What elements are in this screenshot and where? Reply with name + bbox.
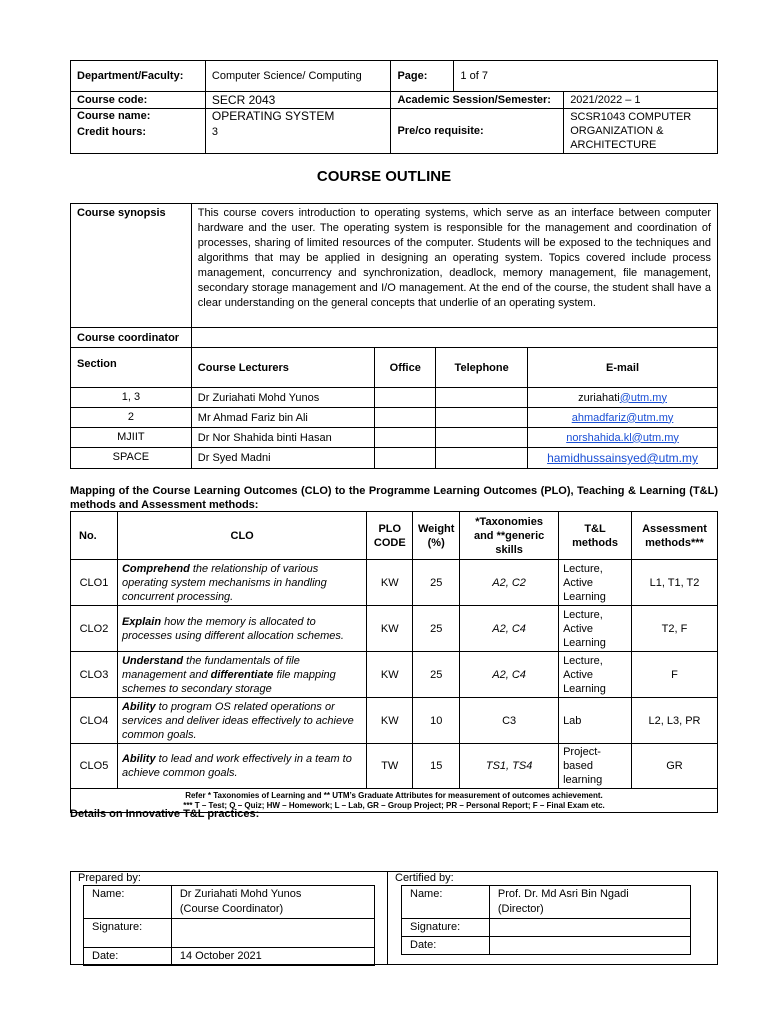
email-user: zuriahati xyxy=(578,391,620,404)
section-header: Section xyxy=(71,348,192,388)
office-cell xyxy=(375,428,436,448)
assessment-value: T2, F xyxy=(631,606,717,652)
telephone-header: Telephone xyxy=(436,348,528,388)
course-info-table xyxy=(70,203,718,469)
lecturer-name: Mr Ahmad Fariz bin Ali xyxy=(191,408,374,428)
taxonomy-value: C3 xyxy=(460,698,559,744)
table-row xyxy=(71,560,718,606)
table-row xyxy=(71,698,718,744)
weight-value: 10 xyxy=(413,698,460,744)
prepared-signature xyxy=(171,919,374,948)
course-name-label: Course name: xyxy=(71,109,206,125)
no-header: No. xyxy=(71,512,118,560)
credit-hours-label: Credit hours: xyxy=(71,125,206,154)
plo-code: KW xyxy=(367,652,413,698)
prepared-signature-label: Signature: xyxy=(84,919,172,948)
assessment-value: L1, T1, T2 xyxy=(631,560,717,606)
section-cell: 2 xyxy=(71,408,192,428)
course-name-value: OPERATING SYSTEM xyxy=(205,109,391,125)
email-link[interactable]: @utm.my xyxy=(619,391,667,404)
synopsis-text: This course covers introduction to operating systems, which serve as an interface between computer hardware and the user. The operating system is responsible for the management and coordination of processes, sharing of limited resources of the computer. Students will be exposed to the techniques and algorithms that may be applied in designing an operating system. Topics covered include process management, concurrency and synchronization, deadlock, memory management, file management, secondary storage management and I/O management. At the end of the course, the student shall have a clear understanding on the general concepts that underlie of an operating system. xyxy=(191,204,717,328)
clo-no: CLO3 xyxy=(71,652,118,698)
table-row xyxy=(71,652,718,698)
prepared-table xyxy=(83,885,375,966)
clo-no: CLO2 xyxy=(71,606,118,652)
section-cell: MJIIT xyxy=(71,428,192,448)
course-code-label: Course code: xyxy=(71,92,206,109)
office-cell xyxy=(375,388,436,408)
telephone-cell xyxy=(436,388,528,408)
clo-text: Ability to program OS related operations or services and deliver ideas effectively to achieve common goals. xyxy=(117,698,366,744)
certified-table xyxy=(401,885,691,955)
session-value: 2021/2022 – 1 xyxy=(564,92,718,109)
tl-method: Lecture, Active Learning xyxy=(559,560,632,606)
dept-value: Computer Science/ Computing xyxy=(205,61,391,92)
email-link[interactable]: norshahida.kl@utm.my xyxy=(566,431,679,444)
clo-no: CLO5 xyxy=(71,744,118,789)
lecturer-name: Dr Syed Madni xyxy=(191,448,374,469)
table-row xyxy=(71,744,718,789)
taxonomy-value: A2, C4 xyxy=(460,606,559,652)
lecturer-name: Dr Zuriahati Mohd Yunos xyxy=(191,388,374,408)
footnote-taxonomy: Refer * Taxonomies of Learning and ** UTM’s Graduate Attributes for measurement of outcomes achievement. xyxy=(185,790,603,800)
plo-code: KW xyxy=(367,698,413,744)
tl-method: Lecture, Active Learning xyxy=(559,652,632,698)
tl-method: Lab xyxy=(559,698,632,744)
telephone-cell xyxy=(436,408,528,428)
page-title: COURSE OUTLINE xyxy=(316,168,452,185)
prepared-date-label: Date: xyxy=(84,948,172,966)
email-link[interactable]: hamidhussainsyed@utm.my xyxy=(547,451,698,465)
certified-label: Certified by: xyxy=(395,872,454,884)
section-cell: SPACE xyxy=(71,448,192,469)
plo-code: KW xyxy=(367,606,413,652)
office-header: Office xyxy=(375,348,436,388)
clo-header: CLO xyxy=(117,512,366,560)
plo-header: PLO CODE xyxy=(367,512,413,560)
email-header: E-mail xyxy=(528,348,718,388)
clo-text: Comprehend the relationship of various operating system mechanisms in handling concurrent processing. xyxy=(117,560,366,606)
weight-value: 15 xyxy=(413,744,460,789)
assessment-value: GR xyxy=(631,744,717,789)
prepared-name: Dr Zuriahati Mohd Yunos (Course Coordinator) xyxy=(171,886,374,919)
certified-signature-label: Signature: xyxy=(402,919,490,937)
signature-block xyxy=(70,871,718,965)
prereq-value: SCSR1043 COMPUTER ORGANIZATION & ARCHITECTURE xyxy=(564,109,718,154)
credit-hours-value: 3 xyxy=(205,125,391,154)
prepared-label: Prepared by: xyxy=(78,872,141,884)
taxonomies-header: *Taxonomies and **generic skills xyxy=(460,512,559,560)
session-label: Academic Session/Semester: xyxy=(391,92,564,109)
innovative-heading: Details on Innovative T&L practices: xyxy=(70,808,260,820)
weight-value: 25 xyxy=(413,606,460,652)
clo-no: CLO1 xyxy=(71,560,118,606)
taxonomy-value: A2, C4 xyxy=(460,652,559,698)
assessment-value: F xyxy=(631,652,717,698)
taxonomy-value: TS1, TS4 xyxy=(460,744,559,789)
section-cell: 1, 3 xyxy=(71,388,192,408)
page-value: 1 of 7 xyxy=(454,61,718,92)
signature-divider xyxy=(387,872,388,964)
telephone-cell xyxy=(436,428,528,448)
prepared-date: 14 October 2021 xyxy=(171,948,374,966)
email-cell xyxy=(528,448,718,469)
weight-header: Weight (%) xyxy=(413,512,460,560)
lecturer-name: Dr Nor Shahida binti Hasan xyxy=(191,428,374,448)
plo-code: TW xyxy=(367,744,413,789)
plo-code: KW xyxy=(367,560,413,606)
clo-text: Understand the fundamentals of file management and differentiate file mapping schemes to secondary storage xyxy=(117,652,366,698)
assessment-value: L2, L3, PR xyxy=(631,698,717,744)
office-cell xyxy=(375,448,436,469)
header-table xyxy=(70,60,718,154)
page-label: Page: xyxy=(391,61,454,92)
footnote-assessment: *** T – Test; Q – Quiz; HW – Homework; L – Lab, GR – Group Project; PR – Personal Report; F – Final Exam etc. xyxy=(183,800,605,810)
weight-value: 25 xyxy=(413,560,460,606)
table-row xyxy=(71,448,718,469)
email-cell xyxy=(528,408,718,428)
weight-value: 25 xyxy=(413,652,460,698)
synopsis-label: Course synopsis xyxy=(71,204,192,328)
email-cell xyxy=(528,388,718,408)
assessment-header: Assessment methods*** xyxy=(631,512,717,560)
certified-name: Prof. Dr. Md Asri Bin Ngadi (Director) xyxy=(489,886,690,919)
table-row xyxy=(71,388,718,408)
mapping-heading: Mapping of the Course Learning Outcomes (CLO) to the Programme Learning Outcomes (PLO), Teaching & Learning (T&L) methods and Assessment methods: xyxy=(70,485,718,511)
tl-header: T&L methods xyxy=(559,512,632,560)
clo-table xyxy=(70,511,718,813)
lecturer-header: Course Lecturers xyxy=(191,348,374,388)
prereq-label: Pre/co requisite: xyxy=(391,109,564,154)
certified-name-label: Name: xyxy=(402,886,490,919)
office-cell xyxy=(375,408,436,428)
dept-label: Department/Faculty: xyxy=(71,61,206,92)
course-code-value: SECR 2043 xyxy=(205,92,391,109)
tl-method: Project-based learning xyxy=(559,744,632,789)
clo-text: Ability to lead and work effectively in a team to achieve common goals. xyxy=(117,744,366,789)
coordinator-value xyxy=(191,328,717,348)
taxonomy-value: A2, C2 xyxy=(460,560,559,606)
coordinator-label: Course coordinator xyxy=(71,328,192,348)
certified-date-label: Date: xyxy=(402,937,490,955)
table-row xyxy=(71,408,718,428)
clo-no: CLO4 xyxy=(71,698,118,744)
prepared-name-label: Name: xyxy=(84,886,172,919)
clo-text: Explain how the memory is allocated to processes using different allocation schemes. xyxy=(117,606,366,652)
tl-method: Lecture, Active Learning xyxy=(559,606,632,652)
email-cell xyxy=(528,428,718,448)
table-row xyxy=(71,428,718,448)
table-row xyxy=(71,606,718,652)
email-link[interactable]: ahmadfariz@utm.my xyxy=(571,411,674,424)
certified-date xyxy=(489,937,690,955)
telephone-cell xyxy=(436,448,528,469)
certified-signature xyxy=(489,919,690,937)
